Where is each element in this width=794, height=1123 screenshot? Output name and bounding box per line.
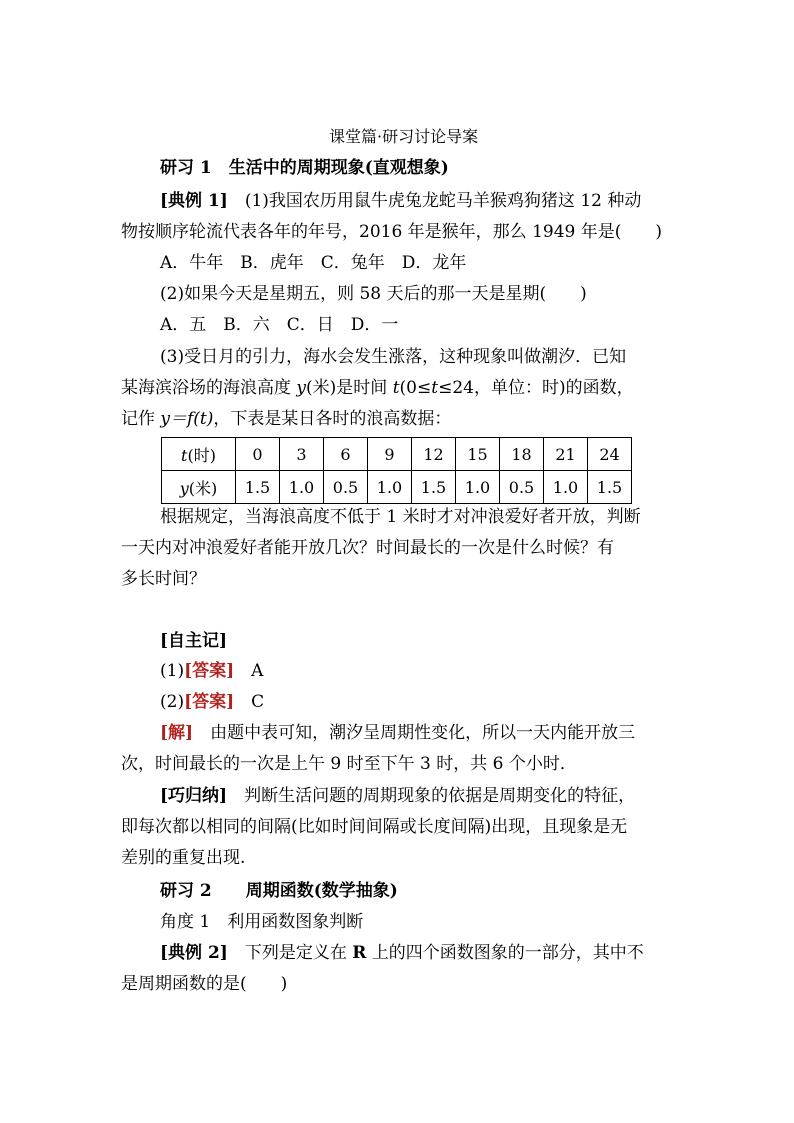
answer1-prefix: (1) xyxy=(160,661,185,681)
study1-heading: 研习 1 生活中的周期现象(直观想象) xyxy=(160,158,449,178)
header-unit: (时) xyxy=(187,445,216,465)
table-cell: 1.0 xyxy=(280,471,324,504)
solution-line2: 次，时间最长的一次是上午 9 时至下午 3 时，共 6 个小时． xyxy=(121,754,577,774)
q3-after-line2: 一天内对冲浪爱好者能开放几次？时间最长的一次是什么时候？有 xyxy=(121,538,614,558)
q1-options: A．牛年 B．虎年 C．兔年 D．龙年 xyxy=(160,253,467,273)
q3-part5: 记作 xyxy=(121,409,161,429)
q2-text: (2)如果今天是星期五，则 58 天后的那一天是星期( ) xyxy=(160,284,587,304)
solution-label: [解] xyxy=(160,723,194,743)
tip-line2: 即每次都以相同的间隔(比如时间间隔或长度间隔)出现，且现象是无 xyxy=(121,817,628,837)
answer2-prefix: (2) xyxy=(160,692,185,712)
study2-heading: 研习 2 周期函数(数学抽象) xyxy=(160,881,398,901)
header-unit: (米) xyxy=(188,478,218,498)
q3-line2 xyxy=(121,378,634,398)
table-cell: 1.0 xyxy=(456,471,500,504)
self-note-label: [自主记] xyxy=(160,631,228,651)
q3-part3: (0≤ xyxy=(399,378,432,398)
q2-options: A．五 B．六 C．日 D．一 xyxy=(160,315,399,335)
solution-text-a: 由题中表可知，潮汐呈周期性变化，所以一天内能开放三 xyxy=(193,723,636,743)
tip-text-a: 判断生活问题的周期现象的依据是周期变化的特征， xyxy=(227,786,636,806)
answer-label: [答案] xyxy=(184,692,235,712)
table-cell: 1.5 xyxy=(588,471,632,504)
table-cell: 1.5 xyxy=(236,471,280,504)
table-cell: 18 xyxy=(500,438,544,471)
q3-part1: 某海滨浴场的海浪高度 xyxy=(121,378,297,398)
ex2-text-a2: 上的四个函数图象的一部分，其中不 xyxy=(366,943,644,963)
q3-after-line3: 多长时间？ xyxy=(121,569,206,589)
wave-height-table xyxy=(161,437,632,504)
q3-after-line1: 根据规定，当海浪高度不低于 1 米时才对冲浪爱好者开放，判断 xyxy=(160,507,641,527)
example2-line1 xyxy=(160,943,644,963)
answer2-line xyxy=(160,692,264,712)
angle1-heading: 角度 1 利用函数图象判断 xyxy=(160,912,364,932)
answer1-value: A xyxy=(234,661,264,681)
example1-tag: [典例 1] xyxy=(160,191,228,211)
table-row-header xyxy=(162,471,236,504)
header-var: t xyxy=(181,445,188,465)
q1-text-a: (1)我国农历用鼠牛虎兔龙蛇马羊猴鸡狗猪这 12 种动 xyxy=(227,191,642,211)
q3-var-t: t xyxy=(392,378,400,398)
table-cell: 1.5 xyxy=(412,471,456,504)
table-cell: 15 xyxy=(456,438,500,471)
q3-part6: ，下表是某日各时的浪高数据： xyxy=(213,409,452,429)
ex2-set-R: R xyxy=(352,943,367,963)
table-row xyxy=(162,471,632,504)
example2-tag: [典例 2] xyxy=(160,943,228,963)
table-cell: 24 xyxy=(588,438,632,471)
tip-line3: 差别的重复出现. xyxy=(121,848,246,868)
tip-line1 xyxy=(160,786,635,806)
q3-line3 xyxy=(121,409,451,429)
table-cell: 9 xyxy=(368,438,412,471)
table-cell: 0.5 xyxy=(324,471,368,504)
ex2-text-a1: 下列是定义在 xyxy=(227,943,353,963)
table-cell: 12 xyxy=(412,438,456,471)
table-row xyxy=(162,438,632,471)
example1-question1-line1 xyxy=(160,191,641,211)
answer1-line xyxy=(160,661,263,681)
q3-line1: (3)受日月的引力，海水会发生涨落，这种现象叫做潮汐．已知 xyxy=(160,347,627,367)
header-var: y xyxy=(179,478,189,498)
table-cell: 3 xyxy=(280,438,324,471)
table-cell: 1.0 xyxy=(368,471,412,504)
answer-label: [答案] xyxy=(184,661,235,681)
table-cell: 1.0 xyxy=(544,471,588,504)
example1-question1-line2: 物按顺序轮流代表各年的年号，2016 年是猴年，那么 1949 年是( ) xyxy=(121,222,663,242)
q3-formula: y＝f(t) xyxy=(160,409,214,429)
tip-label: [巧归纳] xyxy=(160,786,228,806)
table-row-header xyxy=(162,438,236,471)
example2-line2: 是周期函数的是( ) xyxy=(121,974,288,994)
table-cell: 0.5 xyxy=(500,471,544,504)
q3-var-t2: t xyxy=(431,378,439,398)
table-cell: 0 xyxy=(236,438,280,471)
table-cell: 21 xyxy=(544,438,588,471)
solution-line1 xyxy=(160,723,635,743)
table-cell: 6 xyxy=(324,438,368,471)
page-title: 课堂篇·研习讨论导案 xyxy=(329,127,479,146)
q3-var-y: y xyxy=(296,378,307,398)
answer2-value: C xyxy=(234,692,265,712)
q3-part4: ≤24，单位：时)的函数， xyxy=(438,378,634,398)
q3-part2: (米)是时间 xyxy=(306,378,393,398)
